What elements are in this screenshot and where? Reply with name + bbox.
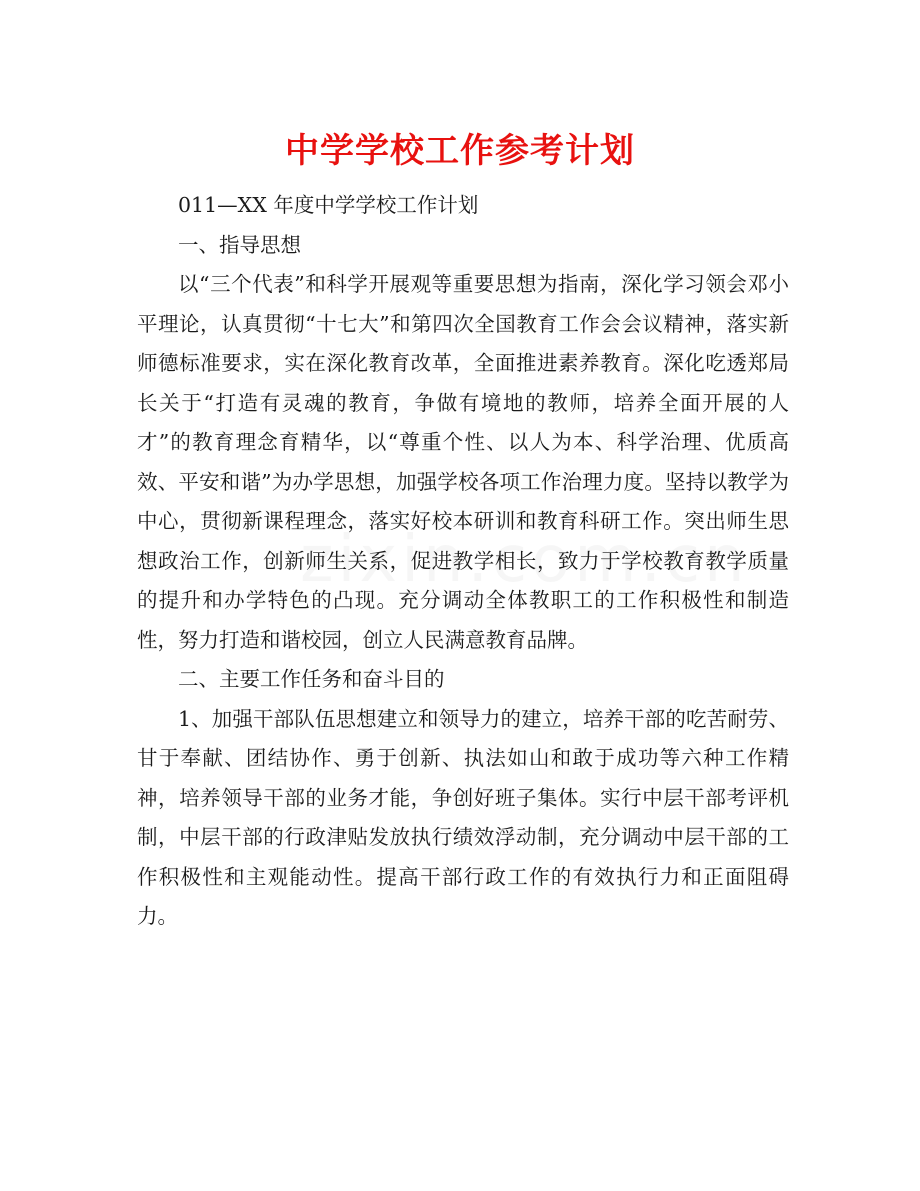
section-heading: 二、主要工作任务和奋斗目的 [178, 667, 445, 691]
document-title: 中学学校工作参考计划 [285, 131, 635, 171]
paragraph: 以“三个代表”和科学开展观等重要思想为指南，深化学习领会邓小平理论，认真贯彻“十七大”和第四次全国教育工作会会议精神，落实新师德标准要求，实在深化教育改革，全面推进素养教育。深化吃透郑局长关于“打造有灵魂的教育，争做有境地的教师，培养全面开展的人才”的教育理念育精华，以“尊重个性、以人为本、科学治理、优质高效、平安和谐”为办学思想，加强学校各项工作治理力度。坚持以教学为中心，贯彻新课程理念，落实好校本研训和教育科研工作。突出师生思想政治工作，创新师生关系，促进教学相长，致力于学校教育教学质量的提升和办学特色的凸现。充分调动全体教职工的工作积极性和制造性，努力打造和谐校园，创立人民满意教育品牌。 [137, 272, 789, 652]
paragraph: 1、加强干部队伍思想建立和领导力的建立，培养干部的吃苦耐劳、甘于奉献、团结协作、勇于创新、执法如山和敢于成功等六种工作精神，培养领导干部的业务才能，争创好班子集体。实行中层干部考评机制，中层干部的行政津贴发放执行绩效浮动制，充分调动中层干部的工作积极性和主观能动性。提高干部行政工作的有效执行力和正面阻碍力。 [137, 706, 789, 928]
document-body [137, 186, 789, 937]
document-subtitle: 011—XX 年度中学学校工作计划 [178, 193, 479, 217]
section-heading: 一、指导思想 [178, 232, 301, 257]
